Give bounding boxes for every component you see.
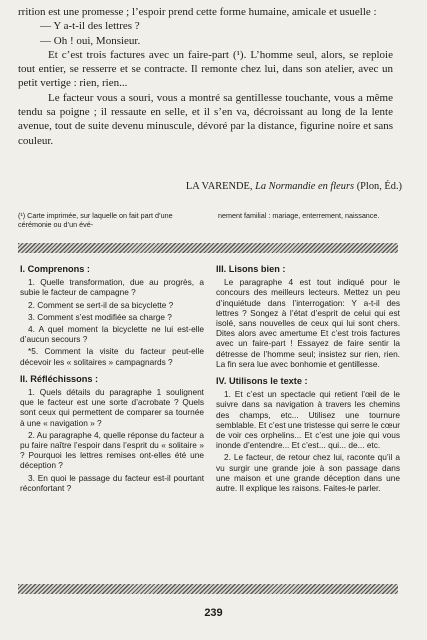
question-item: 1. Quelle transformation, due au progrès, a subie le facteur de campagne ? (20, 277, 204, 298)
question-item: 1. Quels détails du paragraphe 1 soulignent que le facteur est une sorte d’acrobate ? Quels sont ceux qui permettent de comparer sa tournée à une « navigation » ? (20, 387, 204, 428)
exercises-left-column (20, 264, 204, 495)
footnote-left: (¹) Carte imprimée, sur laquelle on fait part d’une cérémonie ou d’un évé- (18, 211, 173, 229)
section-title-comprenons: I. Comprenons : (20, 264, 90, 274)
question-item: 3. Comment s’est modifiée sa charge ? (28, 311, 172, 322)
dialogue-line: — Oh ! oui, Monsieur. (40, 34, 141, 47)
author-name: LA VARENDE, (185, 181, 253, 192)
question-item: 3. En quoi le passage du facteur est-il pourtant réconfortant ? (20, 472, 204, 493)
exercise-item: 2. Le facteur, de retour chez lui, raconte qu’il a vu surgir une grande joie à son passage dans une maison et une grande déception dans une autre. Il explique les raisons. Faites-le parler. (216, 452, 400, 494)
section-title-lisons: III. Lisons bien : (216, 264, 286, 274)
page-number: 239 (204, 607, 223, 619)
publisher: (Plon, Éd.) (356, 181, 402, 192)
question-item: 4. A quel moment la bicyclette ne lui est-elle d’aucun secours ? (20, 324, 204, 345)
footnote-right: nement familial : mariage, enterrement, naissance. (218, 211, 380, 220)
section-title-utilisons: IV. Utilisons le texte : (216, 376, 308, 387)
hatched-divider-bottom (18, 584, 398, 594)
section-title-reflechissons: II. Réfléchissons : (20, 373, 99, 384)
question-item: *5. Comment la visite du facteur peut-elle décevoir les « solitaires » campagnards ? (20, 346, 204, 367)
exercises-right-column (216, 264, 400, 495)
dialogue-line: — Y a-t-il des lettres ? (40, 20, 140, 33)
source-attribution (62, 181, 402, 192)
prose-paragraph: rrition est une promesse ; l’espoir prend cette forme humaine, amicale et usuelle : (18, 6, 377, 18)
question-item: 2. Au paragraphe 4, quelle réponse du facteur a pu faire naître l’espoir dans l’esprit du « solitaire » ? Pourquoi les lettres remises ont-elles été une déception ? (20, 429, 204, 471)
reading-instruction: Le paragraphe 4 est tout indiqué pour le concours des meilleurs lecteurs. Mettez un peu d’inquiétude dans l’interrogation: Y a-t-il des lettres ? Songez à l’état d’esprit de celui qui est isolé, sans nouvelles de ceux qui lui sont chers. Dites alors avec amertume Et c’est trois factures avec un faire-part ! Essayez de faire sentir la détresse de l’homme seul; insistez sur rien, rien. La fin sera lue avec bonhomie et gentillesse. (216, 277, 400, 369)
exercise-item: 1. Et c’est un spectacle qui retient l’œil de le suivre dans sa navigation à travers les chemins des champs, etc... Utilisez une tournure semblable. Et c’est une tristesse qui serre le cœur de voir ces orphelins... Et c’est une joie qui vous inonde d’entendre... Et c’est... qui... de... etc. (216, 389, 400, 451)
question-item: 2. Comment se sert-il de sa bicyclette ? (28, 299, 174, 310)
prose-paragraph: Et c’est trois factures avec un faire-part (¹). L’homme seul, alors, se reploie tout entier, se resserre et se contracte. Il remonte chez lui, dans son atelier, avec un petit vertige : rien, rien... (18, 48, 393, 90)
prose-paragraph: Le facteur vous a souri, vous a montré sa gentillesse touchante, vous a même tendu sa poigne ; il ressaute en selle, et il s’en va, décroissant au long de la lente avenue, tout de suite devenu minuscule, dévoré par la distance, figurine noire et sans couleur. (18, 91, 393, 147)
excerpt-text (18, 5, 393, 148)
hatched-divider-top (18, 243, 398, 253)
work-title: La Normandie en fleurs (255, 181, 355, 192)
